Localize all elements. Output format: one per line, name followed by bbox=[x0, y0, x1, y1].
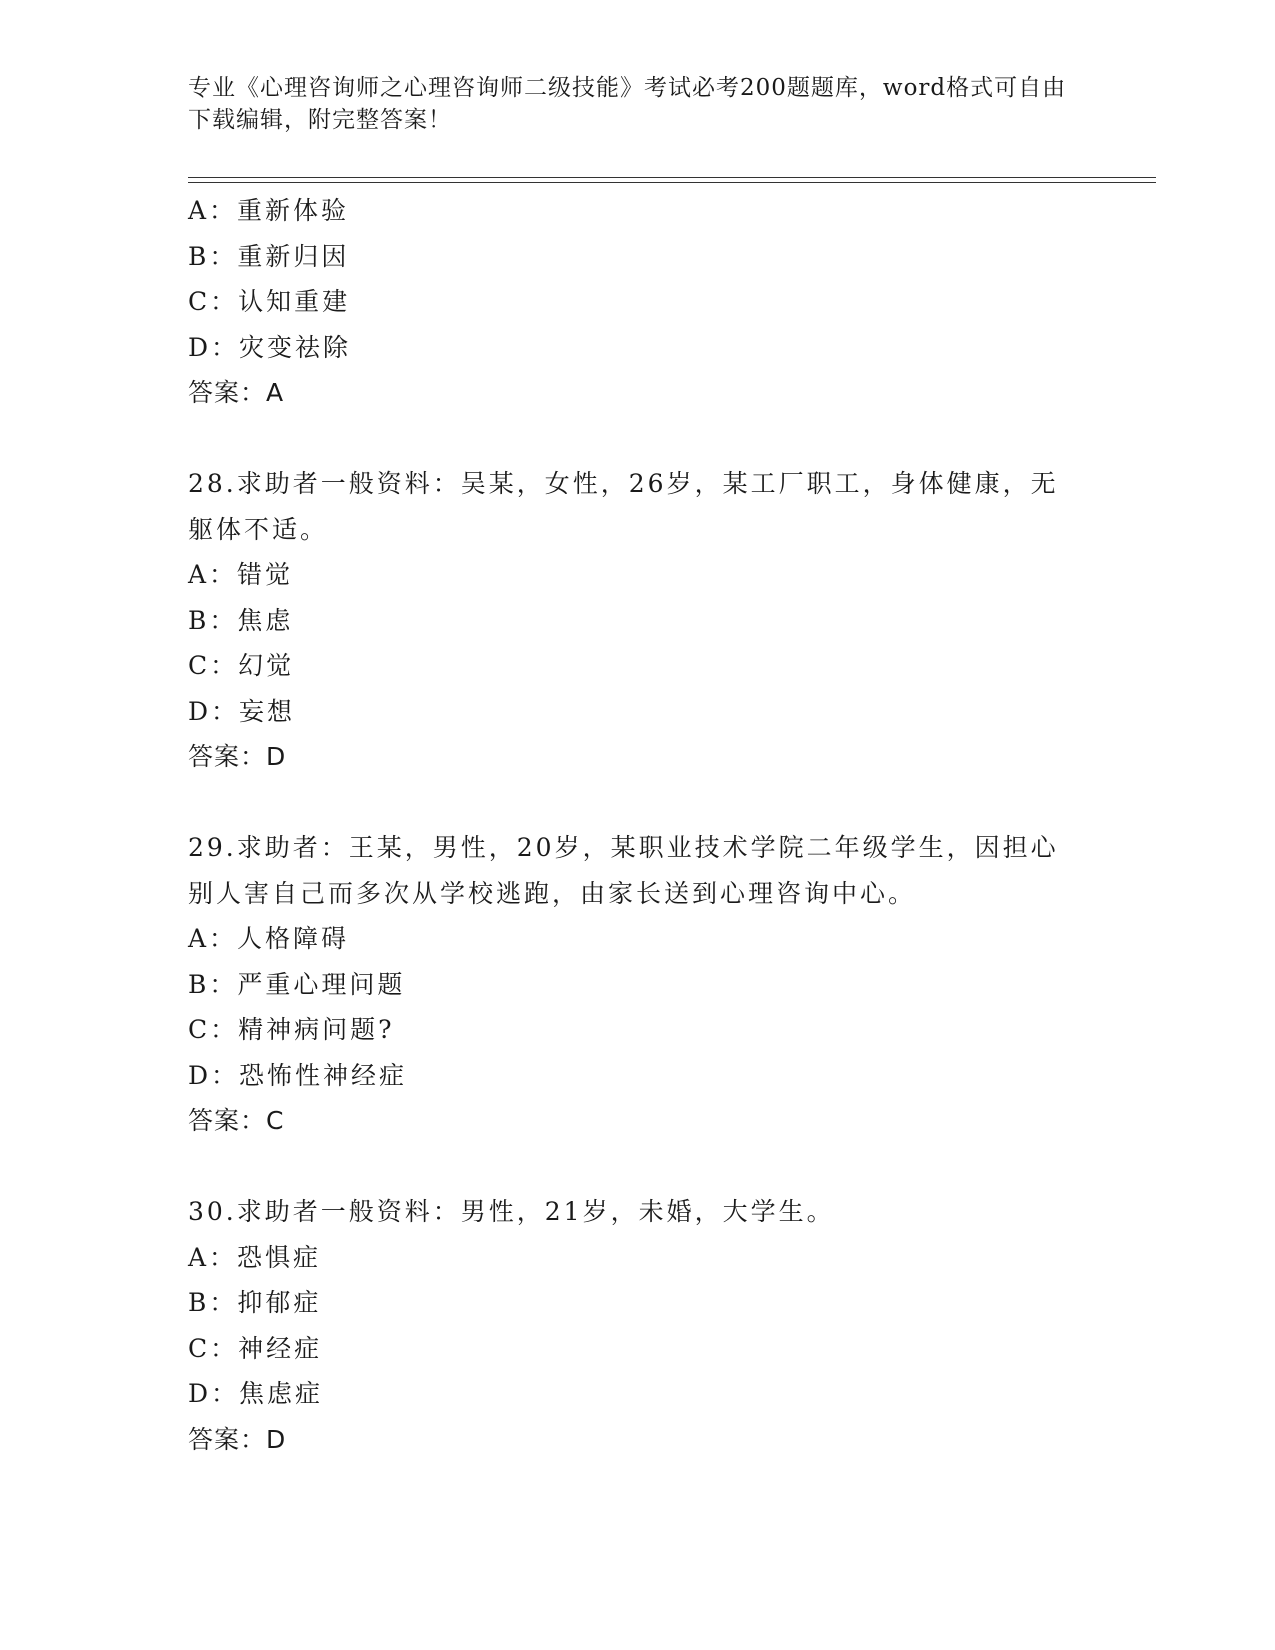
option-c: C：精神病问题? bbox=[188, 1015, 395, 1044]
question-text: 28.求助者一般资料：吴某，女性，26岁，某工厂职工，身体健康，无躯体不适。 bbox=[188, 469, 1059, 544]
option-b: B：抑郁症 bbox=[188, 1288, 322, 1317]
question-body bbox=[188, 188, 1088, 1462]
question-text: 30.求助者一般资料：男性，21岁，未婚，大学生。 bbox=[188, 1197, 835, 1226]
option-b: B：重新归因 bbox=[188, 241, 350, 271]
spacer bbox=[188, 1144, 1088, 1190]
answer-line: 答案：D bbox=[188, 742, 287, 771]
option-b: B：焦虑 bbox=[188, 605, 294, 635]
option-a: A：人格障碍 bbox=[188, 924, 350, 953]
document-header: 专业《心理咨询师之心理咨询师二级技能》考试必考200题题库，word格式可自由下载编辑，附完整答案！ bbox=[188, 75, 1067, 133]
option-c: C：幻觉 bbox=[188, 651, 295, 680]
answer-line: 答案：D bbox=[188, 1424, 287, 1454]
option-a: A：恐惧症 bbox=[188, 1242, 322, 1272]
answer-line: 答案：C bbox=[188, 1106, 285, 1135]
option-d: D：焦虑症 bbox=[188, 1379, 324, 1408]
answer-line: 答案：A bbox=[188, 378, 285, 407]
question-block-prev bbox=[188, 188, 1088, 416]
question-text: 29.求助者：王某，男性，20岁，某职业技术学院二年级学生，因担心别人害自己而多次从学校逃跑，由家长送到心理咨询中心。 bbox=[188, 833, 1059, 908]
spacer bbox=[188, 416, 1088, 462]
option-a: A：错觉 bbox=[188, 560, 294, 589]
option-d: D：恐怖性神经症 bbox=[188, 1060, 408, 1090]
option-d: D：妄想 bbox=[188, 696, 296, 726]
header-rule-bottom bbox=[188, 182, 1156, 183]
option-a: A：重新体验 bbox=[188, 196, 350, 225]
question-block-29 bbox=[188, 825, 1088, 1144]
question-block-30 bbox=[188, 1189, 1088, 1462]
question-block-28 bbox=[188, 461, 1088, 780]
option-d: D：灾变祛除 bbox=[188, 332, 352, 362]
option-b: B：严重心理问题 bbox=[188, 969, 406, 999]
option-c: C：神经症 bbox=[188, 1333, 323, 1363]
option-c: C：认知重建 bbox=[188, 287, 351, 316]
header-rule-top bbox=[188, 177, 1156, 178]
spacer bbox=[188, 780, 1088, 826]
